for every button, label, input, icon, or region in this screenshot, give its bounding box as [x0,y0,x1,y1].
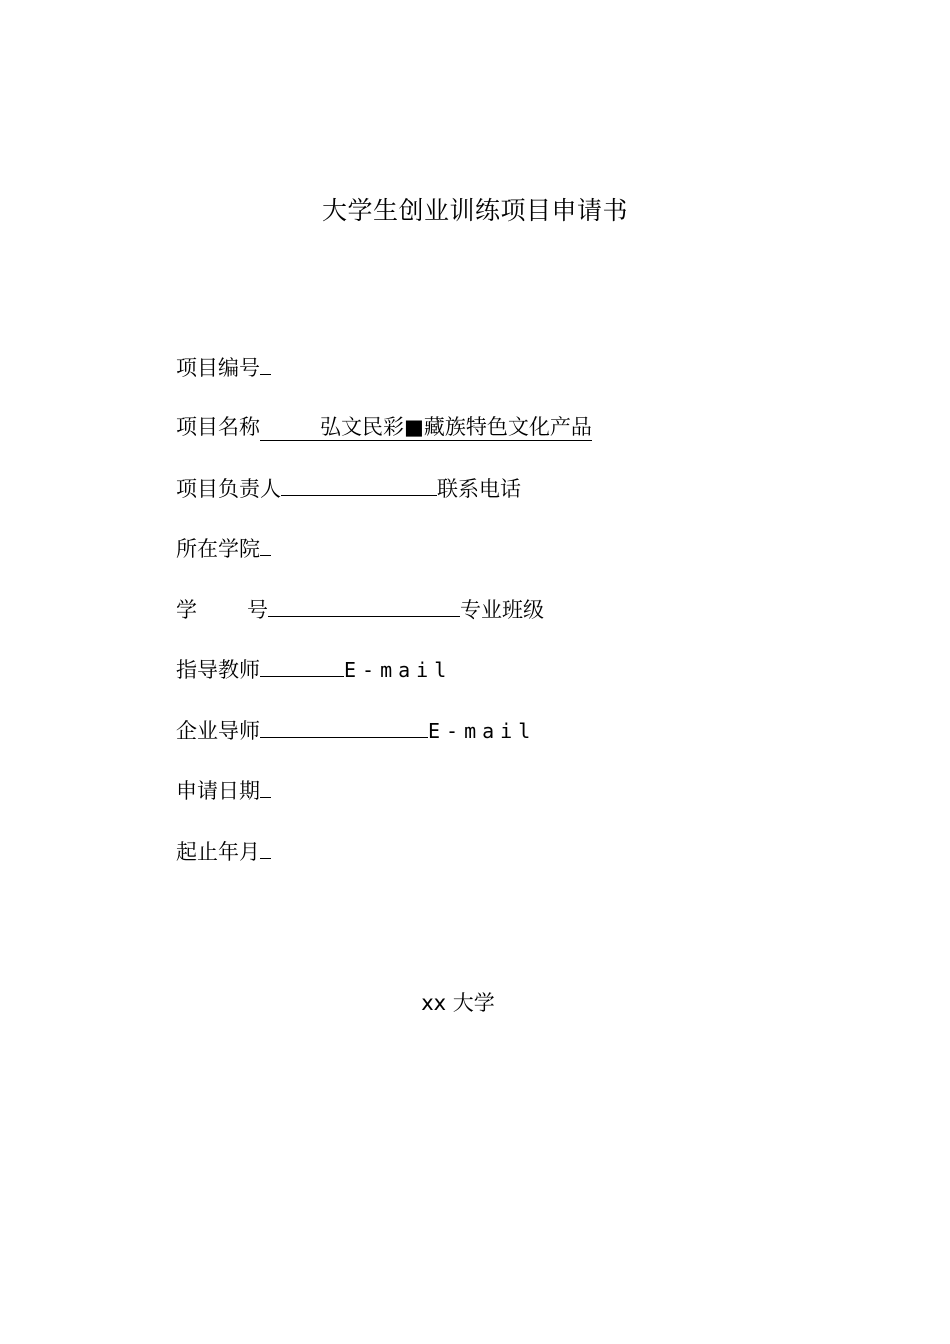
major-class-label: 专业班级 [460,598,544,622]
advisor-email-label: E-mail [344,658,453,682]
student-id-label-b: 号 [247,598,268,622]
field-period [176,836,271,867]
contact-phone-label: 联系电话 [437,477,521,501]
period-label: 起止年月 [176,840,260,864]
field-enterprise-mentor [176,715,536,746]
advisor-label: 指导教师 [176,658,260,682]
enterprise-mentor-email-label: E-mail [428,719,537,743]
apply-date-blank[interactable] [260,775,271,798]
field-project-leader [176,473,521,504]
enterprise-mentor-blank[interactable] [260,715,428,738]
college-label: 所在学院 [176,537,260,561]
field-apply-date [176,775,271,806]
project-name-value[interactable]: 弘文民彩■藏族特色文化产品 [260,414,592,441]
issuing-university: xx 大学 [421,991,495,1015]
enterprise-mentor-label: 企业导师 [176,719,260,743]
apply-date-label: 申请日期 [176,779,260,803]
field-project-name [176,412,592,442]
field-college [176,533,271,564]
field-student-id [176,594,544,625]
document-title: 大学生创业训练项目申请书 [321,196,628,225]
project-leader-blank[interactable] [281,473,437,496]
period-blank[interactable] [260,836,271,859]
field-advisor [176,654,452,685]
project-name-label: 项目名称 [176,415,260,439]
project-leader-label: 项目负责人 [176,477,281,501]
student-id-blank[interactable] [268,594,460,617]
advisor-blank[interactable] [260,654,344,677]
college-blank[interactable] [260,533,271,556]
project-number-blank[interactable] [260,352,271,375]
field-project-number [176,352,271,383]
project-number-label: 项目编号 [176,356,260,380]
student-id-label-a: 学 [176,598,197,622]
